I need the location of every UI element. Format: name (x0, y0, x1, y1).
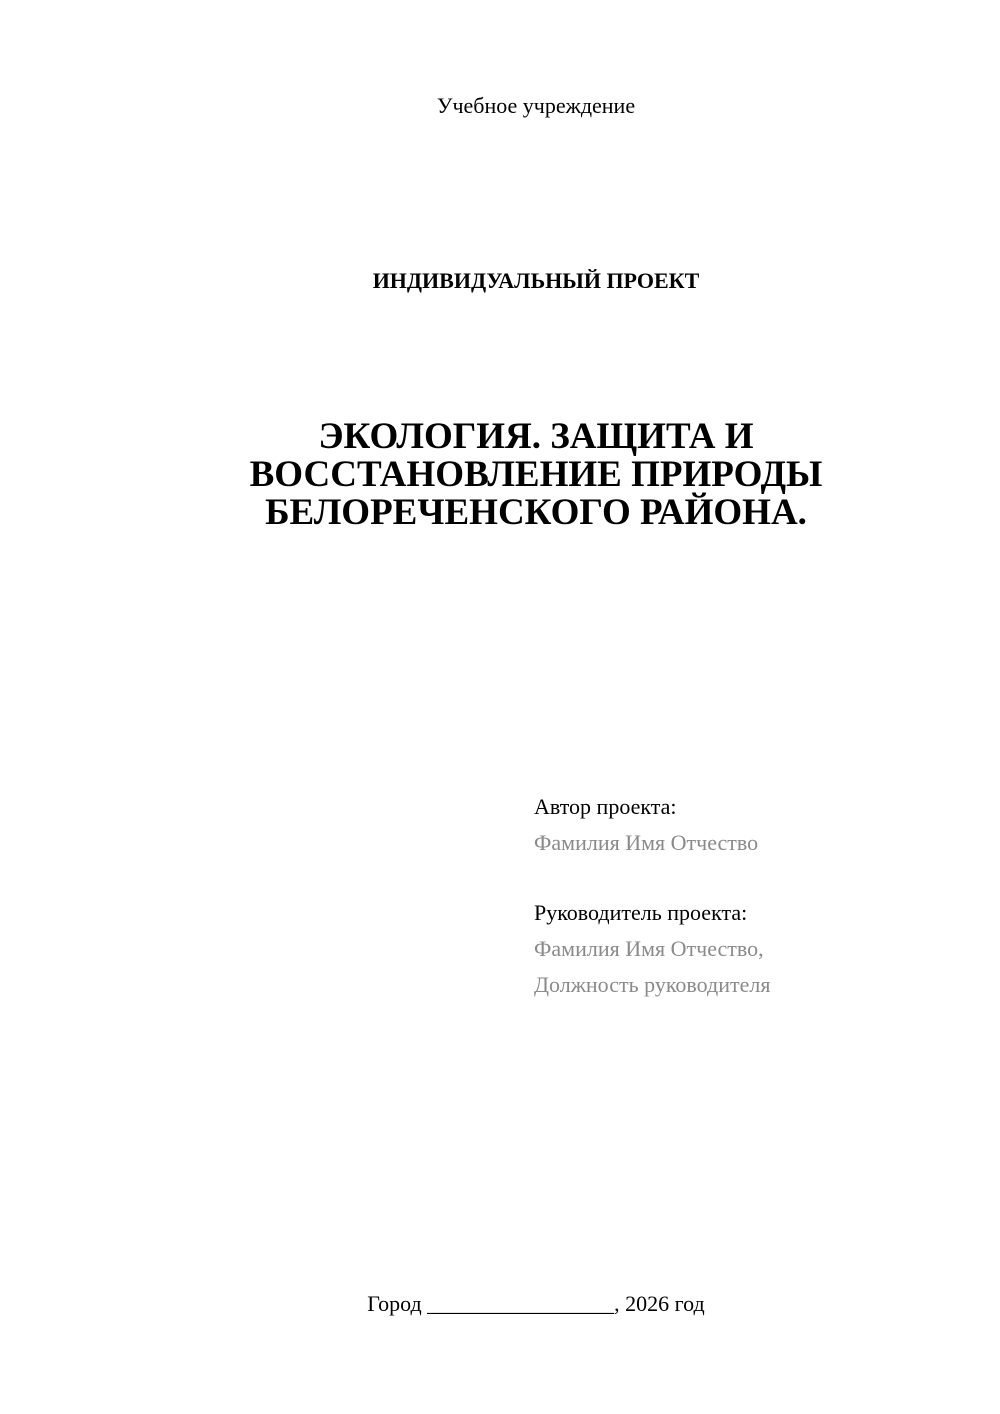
project-type-heading: ИНДИВИДУАЛЬНЫЙ ПРОЕКТ (372, 268, 700, 293)
project-title (0, 418, 1000, 532)
supervisor-position: Должность руководителя (534, 972, 771, 997)
city-year-line: Город _________________, 2026 год (367, 1291, 705, 1316)
supervisor-label: Руководитель проекта: (534, 900, 748, 925)
project-title-line-3: БЕЛОРЕЧЕНСКОГО РАЙОНА. (265, 492, 807, 533)
author-name: Фамилия Имя Отчество (534, 830, 759, 855)
project-title-line-1: ЭКОЛОГИЯ. ЗАЩИТА И (318, 416, 754, 457)
project-title-line-2: ВОССТАНОВЛЕНИЕ ПРИРОДЫ (249, 454, 823, 495)
author-label: Автор проекта: (534, 794, 677, 819)
credits-spacer (534, 861, 974, 895)
institution-name: Учебное учреждение (436, 93, 636, 118)
supervisor-name: Фамилия Имя Отчество, (534, 936, 764, 961)
project-credits (534, 789, 974, 1003)
